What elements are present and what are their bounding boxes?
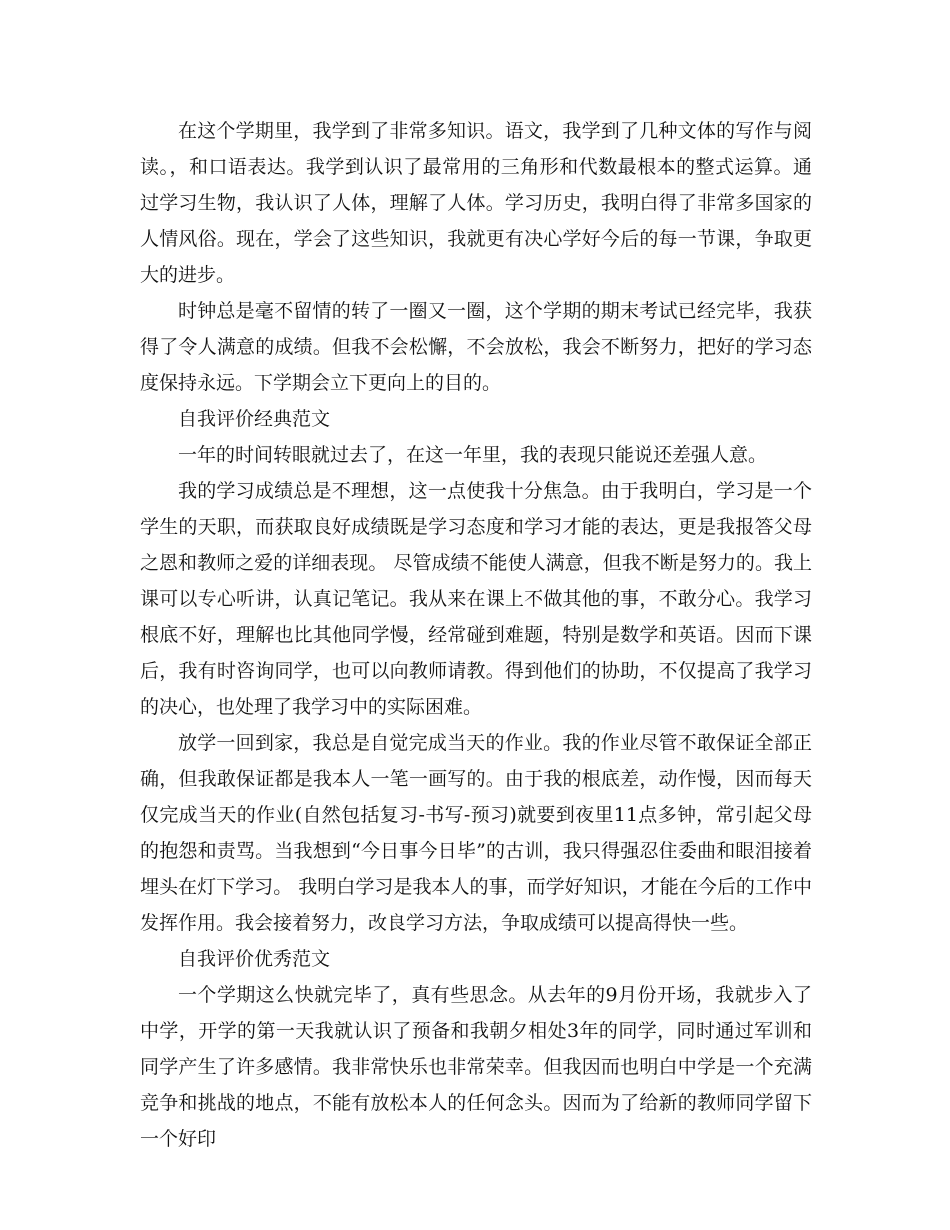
paragraph: 我的学习成绩总是不理想，这一点使我十分焦急。由于我明白，学习是一个学生的天职，而获取良好成绩既是学习态度和学习才能的表达，更是我报答父母之恩和教师之爱的详细表现。 尽管成绩不能使人满意，但我不断是努力的。我上课可以专心听讲，认真记笔记。我从来在课上不做其他的事，不敢分心。我学习根底不好，理解也比其他同学慢，经常碰到难题，特别是数学和英语。因而下课后，我有时咨询同学，也可以向教师请教。得到他们的协助，不仅提高了我学习的决心，也处理了我学习中的实际困难。 xyxy=(140,480,812,718)
paragraph: 时钟总是毫不留情的转了一圈又一圈，这个学期的期末考试已经完毕，我获得了令人满意的成绩。但我不会松懈，不会放松，我会不断努力，把好的学习态度保持永远。下学期会立下更向上的目的。 xyxy=(140,300,812,394)
paragraph: 在这个学期里，我学到了非常多知识。语文，我学到了几种文体的写作与阅读。，和口语表达。我学到认识了最常用的三角形和代数最根本的整式运算。通过学习生物，我认识了人体，理解了人体。学习历史，我明白得了非常多国家的人情风俗。现在，学会了这些知识，我就更有决心学好今后的每一节课，争取更大的进步。 xyxy=(140,120,812,286)
paragraph: 一个学期这么快就完毕了，真有些思念。从去年的9月份开场，我就步入了中学，开学的第一天我就认识了预备和我朝夕相处3年的同学，同时通过军训和同学产生了许多感情。我非常快乐也非常荣幸。但我因而也明白中学是一个充满竞争和挑战的地点，不能有放松本人的任何念头。因而为了给新的教师同学留下一个好印 xyxy=(140,984,812,1150)
section-heading: 自我评价经典范文 xyxy=(178,408,331,430)
paragraph: 一年的时间转眼就过去了，在这一年里，我的表现只能说还差强人意。 xyxy=(178,444,768,466)
section-heading: 自我评价优秀范文 xyxy=(178,948,331,970)
paragraph: 放学一回到家，我总是自觉完成当天的作业。我的作业尽管不敢保证全部正确，但我敢保证都是我本人一笔一画写的。由于我的根底差，动作慢，因而每天仅完成当天的作业(自然包括复习-书写-预习)就要到夜里11点多钟，常引起父母的抱怨和责骂。当我想到“今日事今日毕”的古训，我只得强忍住委曲和眼泪接着埋头在灯下学习。 我明白学习是我本人的事，而学好知识，才能在今后的工作中发挥作用。我会接着努力，改良学习方法，争取成绩可以提高得快一些。 xyxy=(140,732,813,934)
document-body xyxy=(140,113,812,1157)
